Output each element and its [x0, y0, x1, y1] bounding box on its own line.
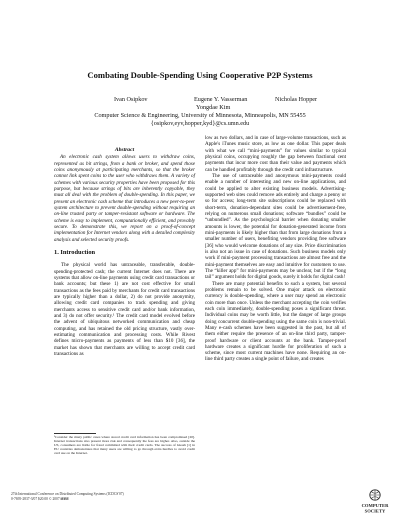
footnote-divider: [54, 433, 96, 434]
author-name: Ivan Osipkov: [114, 96, 148, 103]
author-name: Eugene Y. Vasserman: [194, 96, 248, 103]
author-emails: {osipkov,eyv,hopper,kyd}@cs.umn.edu: [150, 120, 250, 127]
conference-footer: [11, 492, 124, 501]
logo-line-1: COMPUTER: [361, 503, 389, 508]
conference-name: 27th International Conference on Distributed Computing Systems (ICDCS'07): [11, 492, 124, 496]
abstract-text: [54, 154, 195, 243]
computer-society-logo: [358, 488, 392, 514]
paper-title: Combating Double-Spending Using Cooperative P2P Systems: [87, 70, 313, 80]
body-paragraph: The use of untraceable and anonymous mini-payments could enable a number of interesting and new on-line applications, and could be applied to alter existing business models. Advertising-supported web sites could remove ads entirely and charge a penny or so for access; long-term site subscriptions could be replaced with short-term, donation-dependant sites could be advertisement-free, relying on numerous small donations; software “bundles” could be “unbundled”. As the psychological barrier when donating smaller amounts is lower, the potential for donation-generated income from mini-payments is likely higher than that from large donations from a smaller number of users, benefiting vendors providing free software [36] who would welcome donations of any size. Price discrimination is also not an issue in case of donations. Such business models only work if mini-payment processing transactions are almost free and the mini-payment themselves are easy and intuitive for customers to use. The “killer app” for mini-payments may be unclear, but if the “long tail” argument holds for digital goods, surely it holds for digital cash!: [205, 172, 346, 281]
body-paragraph: The physical world has untraceable, transferable, double-spending-protected cash; the current Internet does not. There are systems that allow on-line payments using credit card transactions or bank accounts; but these 1) are not cost effective for small transactions as the fees paid by merchants for credit card transactions are typically higher than a dollar, 2) do not provide anonymity, allowing credit card companies to track spending and giving merchants access to sensitive credit card and/or bank information, and 3) do not offer security.¹ The credit card model evolved before the advent of ubiquitous networked communication and cheap computing, and has retained the old pricing structure, vastly over-estimating communication and processing costs. While Rivest defines micro-payments as payments of less than $10 [36], the market has shown that merchants are willing to accept credit card transactions as: [54, 262, 195, 357]
affiliation: Computer Science & Engineering, University of Minnesota, Minneapolis, MN 55455: [94, 112, 306, 119]
ieee-mark: IEEE: [60, 496, 69, 501]
abstract-body: An electronic cash system allows users to withdraw coins, represented as bit strings, from a bank or broker, and spend those coins anonymously at participating merchants, so that the broker cannot link spent coins to the user who withdraws them. A variety of schemes with various security properties have been proposed for this purpose, but because strings of bits are inherently copyable, they must all deal with the problem of double-spending. In this paper, we present an electronic cash scheme that introduces a new peer-to-peer system architecture to prevent double-spending without requiring an on-line trusted party or tamper-resistant software or hardware. The scheme is easy to implement, computationally efficient, and provably secure. To demonstrate this, we report on a proof-of-concept implementation for Internet vendors along with a detailed complexity analysis and selected security proofs.: [54, 154, 195, 243]
author-name: Nicholas Hopper: [275, 96, 318, 103]
isbn-text: 0-7695-2837-3/07 $20.00 © 2007: [11, 496, 61, 501]
section-heading: 1. Introduction: [54, 248, 96, 256]
body-paragraph: There are many potential benefits to such a system, but several problems remain to be solved. One major attack on electronic currency is double-spending, where a user may spend an electronic coin more than once. Unless the merchant accepting the coin verifies each coin immediately, double-spending poses a significant threat. Individual coins may be worth little, but the danger of large groups doing concurrent double-spending using the same coin is non-trivial. Many e-cash schemes have been suggested in the past, but all of them either require the presence of an on-line third party, tamper-proof hardware or client accounts at the bank. Tamper-proof hardware creates a significant hurdle for proliferation of such a scheme, since most current machines have none. Requiring an on-line third party creates a single point of failure, and creates: [205, 280, 346, 363]
author-name: Yongdae Kim: [196, 104, 231, 111]
logo-line-2: SOCIETY: [364, 508, 386, 514]
left-column: [54, 147, 195, 357]
conference-isbn: [11, 497, 124, 502]
abstract-heading: Abstract: [114, 147, 135, 153]
footnote: ¹Consider the many public cases where stored credit card information has been compromised [20]. Internet transactions also present more risk and consequently the fees are higher. Also, outside the US, consumers are liable for fraud committed with their credit cards. The success of Gkash [1] in EU countries demonstrates that many users are willing to go through extra hurdles to avoid credit card use on the Internet.: [54, 435, 195, 456]
body-paragraph: low as two dollars, and in case of large-volume transactions, such as Apple's iTunes music store, as low as one dollar. This paper deals with what we call “mini-payments” for values similar to typical physical coins, occupying roughly the gap between fractional cent payments that incur more cost than their value and payments which can be handled profitably through the credit card infrastructure.: [205, 135, 346, 173]
right-column: [205, 135, 346, 363]
